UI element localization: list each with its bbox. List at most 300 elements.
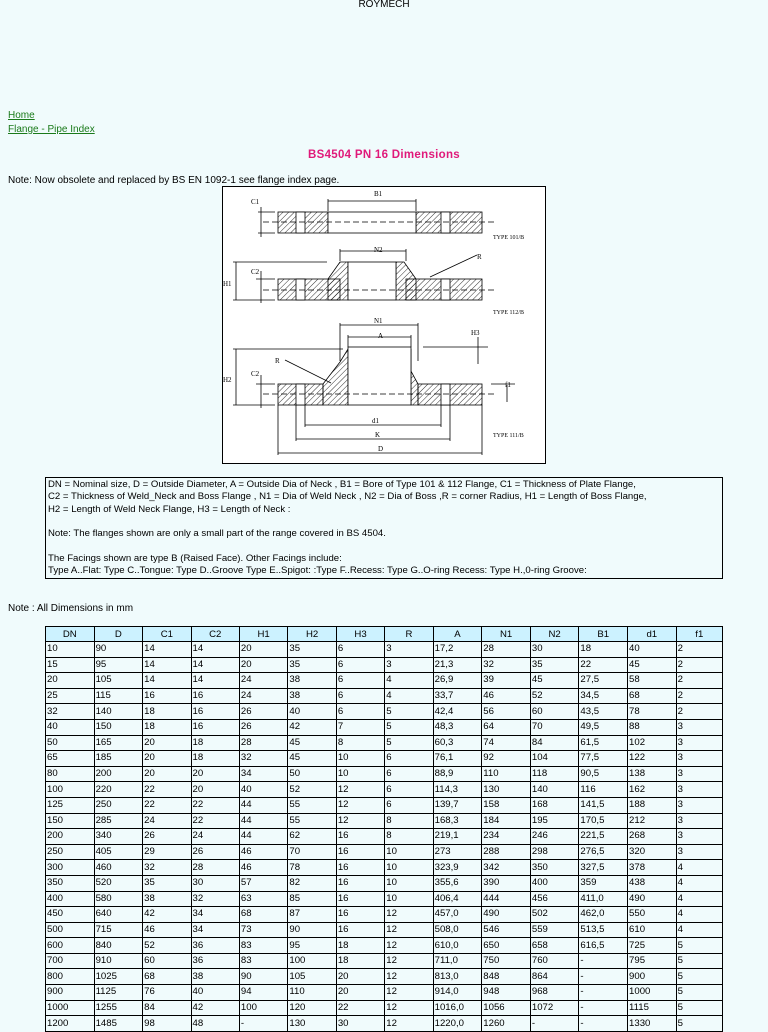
table-cell: 800 bbox=[46, 969, 95, 985]
home-link[interactable]: Home bbox=[8, 110, 35, 121]
table-cell: 12 bbox=[385, 953, 433, 969]
table-cell: 14 bbox=[143, 673, 191, 689]
table-cell: 450 bbox=[46, 907, 95, 923]
table-cell: 546 bbox=[482, 922, 531, 938]
table-cell: 188 bbox=[628, 797, 677, 813]
table-cell: 18 bbox=[191, 735, 239, 751]
table-cell: 116 bbox=[579, 782, 628, 798]
table-cell: 378 bbox=[628, 860, 677, 876]
table-cell: 1330 bbox=[628, 1016, 677, 1032]
column-header: DN bbox=[46, 627, 95, 642]
table-cell: 4 bbox=[385, 688, 433, 704]
table-cell: 840 bbox=[94, 938, 143, 954]
table-cell: 20 bbox=[46, 673, 95, 689]
table-cell: 22 bbox=[336, 1000, 384, 1016]
table-cell: 640 bbox=[94, 907, 143, 923]
table-cell: 1220,0 bbox=[433, 1016, 482, 1032]
label-h2: H2 bbox=[223, 376, 232, 384]
table-cell: 5 bbox=[676, 969, 722, 985]
table-cell: 18 bbox=[336, 953, 384, 969]
table-cell: 150 bbox=[46, 813, 95, 829]
table-row bbox=[46, 766, 723, 782]
flange-diagram bbox=[222, 186, 546, 464]
table-cell: 62 bbox=[288, 829, 336, 845]
column-header: H2 bbox=[288, 627, 336, 642]
table-cell: 141,5 bbox=[579, 797, 628, 813]
table-cell: 76 bbox=[143, 985, 191, 1001]
table-cell: 84 bbox=[143, 1000, 191, 1016]
table-cell: 350 bbox=[530, 860, 579, 876]
table-cell: 100 bbox=[288, 953, 336, 969]
table-cell: 110 bbox=[288, 985, 336, 1001]
table-cell: 40 bbox=[628, 642, 677, 658]
table-cell: 725 bbox=[628, 938, 677, 954]
table-cell: 22 bbox=[191, 813, 239, 829]
table-cell: 3 bbox=[676, 751, 722, 767]
table-cell: 78 bbox=[288, 860, 336, 876]
table-cell: 3 bbox=[676, 782, 722, 798]
table-cell: 4 bbox=[385, 673, 433, 689]
table-cell: 139,7 bbox=[433, 797, 482, 813]
table-cell: 56 bbox=[482, 704, 531, 720]
table-cell: 610 bbox=[628, 922, 677, 938]
table-cell: 46 bbox=[143, 922, 191, 938]
table-cell: 14 bbox=[143, 657, 191, 673]
table-cell: 50 bbox=[46, 735, 95, 751]
table-cell: 26 bbox=[143, 829, 191, 845]
table-row bbox=[46, 642, 723, 658]
table-cell: 12 bbox=[385, 969, 433, 985]
table-cell: 12 bbox=[385, 922, 433, 938]
table-cell: 52 bbox=[143, 938, 191, 954]
table-cell: 88,9 bbox=[433, 766, 482, 782]
table-cell: 68 bbox=[143, 969, 191, 985]
table-cell: 85 bbox=[288, 891, 336, 907]
table-cell: 60,3 bbox=[433, 735, 482, 751]
table-cell: 1255 bbox=[94, 1000, 143, 1016]
table-row bbox=[46, 813, 723, 829]
table-cell: 20 bbox=[239, 642, 287, 658]
legend-line-1: DN = Nominal size, D = Outside Diameter, A = Outside Dia of Neck , B1 = Bore of Type 101 & 112 Flange, C1 = Thickness of Plate Flange, bbox=[48, 479, 636, 490]
table-cell: 10 bbox=[385, 860, 433, 876]
table-cell: 500 bbox=[46, 922, 95, 938]
table-cell: 98 bbox=[143, 1016, 191, 1032]
table-cell: 70 bbox=[530, 719, 579, 735]
table-cell: 5 bbox=[676, 1016, 722, 1032]
table-cell: 140 bbox=[530, 782, 579, 798]
table-row bbox=[46, 704, 723, 720]
label-c2b: C2 bbox=[251, 370, 260, 378]
table-cell: 29 bbox=[143, 844, 191, 860]
table-cell: 6 bbox=[385, 766, 433, 782]
table-cell: 2 bbox=[676, 657, 722, 673]
table-cell: 1056 bbox=[482, 1000, 531, 1016]
table-cell: 6 bbox=[385, 782, 433, 798]
table-header-row bbox=[46, 627, 723, 642]
table-cell: 3 bbox=[676, 829, 722, 845]
table-cell: 14 bbox=[191, 642, 239, 658]
table-cell: 2 bbox=[676, 642, 722, 658]
table-cell: 170,5 bbox=[579, 813, 628, 829]
table-cell: 45 bbox=[288, 751, 336, 767]
table-row bbox=[46, 875, 723, 891]
table-cell: 184 bbox=[482, 813, 531, 829]
table-cell: 122 bbox=[628, 751, 677, 767]
table-cell: 6 bbox=[385, 751, 433, 767]
table-cell: 57 bbox=[239, 875, 287, 891]
table-cell: 94 bbox=[239, 985, 287, 1001]
table-cell: 715 bbox=[94, 922, 143, 938]
table-cell: 58 bbox=[628, 673, 677, 689]
table-row bbox=[46, 860, 723, 876]
table-cell: 18 bbox=[579, 642, 628, 658]
table-cell: 212 bbox=[628, 813, 677, 829]
table-cell: 10 bbox=[385, 891, 433, 907]
table-cell: 219,1 bbox=[433, 829, 482, 845]
type-112-label: TYPE 112/B bbox=[493, 310, 524, 316]
table-cell: 4 bbox=[676, 875, 722, 891]
table-row bbox=[46, 985, 723, 1001]
table-cell: 38 bbox=[288, 673, 336, 689]
table-cell: 650 bbox=[482, 938, 531, 954]
label-c1: C1 bbox=[251, 198, 260, 206]
table-cell: 22 bbox=[143, 797, 191, 813]
table-cell: 5 bbox=[385, 704, 433, 720]
table-cell: 246 bbox=[530, 829, 579, 845]
label-c2: C2 bbox=[251, 268, 260, 276]
table-cell: 100 bbox=[46, 782, 95, 798]
table-cell: 36 bbox=[191, 938, 239, 954]
table-cell: 30 bbox=[530, 642, 579, 658]
label-a: A bbox=[378, 332, 384, 340]
table-cell: 968 bbox=[530, 985, 579, 1001]
table-cell: 16 bbox=[336, 891, 384, 907]
table-cell: 200 bbox=[46, 829, 95, 845]
table-cell: 46 bbox=[239, 844, 287, 860]
column-header: N1 bbox=[482, 627, 531, 642]
table-cell: 60 bbox=[143, 953, 191, 969]
table-cell: 340 bbox=[94, 829, 143, 845]
table-cell: 948 bbox=[482, 985, 531, 1001]
table-cell: 610,0 bbox=[433, 938, 482, 954]
table-row bbox=[46, 953, 723, 969]
table-cell: 4 bbox=[676, 891, 722, 907]
table-cell: 195 bbox=[530, 813, 579, 829]
table-cell: 4 bbox=[676, 860, 722, 876]
table-cell: 35 bbox=[288, 642, 336, 658]
table-cell: 168,3 bbox=[433, 813, 482, 829]
table-cell: 600 bbox=[46, 938, 95, 954]
table-cell: 16 bbox=[336, 844, 384, 860]
table-cell: 46 bbox=[239, 860, 287, 876]
table-cell: 115 bbox=[94, 688, 143, 704]
table-cell: 16 bbox=[336, 829, 384, 845]
table-cell: 120 bbox=[288, 1000, 336, 1016]
table-cell: 390 bbox=[482, 875, 531, 891]
table-cell: 14 bbox=[191, 657, 239, 673]
label-r: R bbox=[477, 253, 482, 261]
table-cell: - bbox=[579, 953, 628, 969]
table-cell: 900 bbox=[46, 985, 95, 1001]
table-cell: 616,5 bbox=[579, 938, 628, 954]
table-cell: 48,3 bbox=[433, 719, 482, 735]
table-cell: 910 bbox=[94, 953, 143, 969]
table-cell: 26,9 bbox=[433, 673, 482, 689]
table-cell: 32 bbox=[482, 657, 531, 673]
label-n1: N1 bbox=[374, 317, 383, 325]
table-cell: 61,5 bbox=[579, 735, 628, 751]
table-cell: 30 bbox=[336, 1016, 384, 1032]
table-cell: 250 bbox=[94, 797, 143, 813]
table-cell: 10 bbox=[46, 642, 95, 658]
table-cell: 14 bbox=[191, 673, 239, 689]
table-cell: 82 bbox=[288, 875, 336, 891]
table-cell: 6 bbox=[336, 673, 384, 689]
table-cell: 3 bbox=[676, 844, 722, 860]
table-cell: 68 bbox=[239, 907, 287, 923]
table-cell: 84 bbox=[530, 735, 579, 751]
table-cell: 28 bbox=[239, 735, 287, 751]
table-cell: 2 bbox=[676, 688, 722, 704]
table-row bbox=[46, 797, 723, 813]
table-cell: 273 bbox=[433, 844, 482, 860]
table-cell: 52 bbox=[530, 688, 579, 704]
table-cell: 490 bbox=[482, 907, 531, 923]
table-cell: 18 bbox=[191, 751, 239, 767]
table-cell: 8 bbox=[336, 735, 384, 751]
table-cell: 20 bbox=[143, 735, 191, 751]
table-cell: 268 bbox=[628, 829, 677, 845]
table-cell: 406,4 bbox=[433, 891, 482, 907]
table-cell: 3 bbox=[385, 657, 433, 673]
label-d1: d1 bbox=[372, 417, 379, 425]
table-cell: 250 bbox=[46, 844, 95, 860]
table-cell: 20 bbox=[143, 766, 191, 782]
table-cell: 39 bbox=[482, 673, 531, 689]
table-cell: 42 bbox=[288, 719, 336, 735]
table-cell: 83 bbox=[239, 953, 287, 969]
table-cell: 864 bbox=[530, 969, 579, 985]
table-cell: 16 bbox=[336, 922, 384, 938]
table-cell: 185 bbox=[94, 751, 143, 767]
flange-index-link[interactable]: Flange - Pipe Index bbox=[8, 124, 95, 135]
table-cell: 350 bbox=[46, 875, 95, 891]
table-cell: 44 bbox=[239, 813, 287, 829]
table-cell: 14 bbox=[143, 642, 191, 658]
table-cell: 342 bbox=[482, 860, 531, 876]
table-cell: 34 bbox=[239, 766, 287, 782]
table-body bbox=[46, 642, 723, 1032]
table-cell: 20 bbox=[191, 782, 239, 798]
table-cell: 12 bbox=[336, 813, 384, 829]
table-cell: 42 bbox=[191, 1000, 239, 1016]
table-cell: 118 bbox=[530, 766, 579, 782]
table-cell: 12 bbox=[385, 1000, 433, 1016]
table-row bbox=[46, 1000, 723, 1016]
table-cell: 105 bbox=[94, 673, 143, 689]
table-cell: 162 bbox=[628, 782, 677, 798]
table-cell: 22 bbox=[579, 657, 628, 673]
table-cell: 130 bbox=[482, 782, 531, 798]
type-101-label: TYPE 101/B bbox=[493, 235, 525, 241]
table-cell: 1125 bbox=[94, 985, 143, 1001]
table-cell: 40 bbox=[46, 719, 95, 735]
table-cell: 95 bbox=[94, 657, 143, 673]
table-cell: 490 bbox=[628, 891, 677, 907]
table-cell: 6 bbox=[336, 704, 384, 720]
table-cell: 795 bbox=[628, 953, 677, 969]
table-cell: 38 bbox=[143, 891, 191, 907]
table-cell: 12 bbox=[385, 938, 433, 954]
table-cell: 22 bbox=[191, 797, 239, 813]
label-d: D bbox=[378, 445, 384, 453]
table-cell: 900 bbox=[628, 969, 677, 985]
table-cell: - bbox=[579, 1016, 628, 1032]
table-cell: 35 bbox=[143, 875, 191, 891]
table-cell: 5 bbox=[676, 953, 722, 969]
table-cell: 45 bbox=[530, 673, 579, 689]
table-cell: 750 bbox=[482, 953, 531, 969]
table-cell: 10 bbox=[336, 751, 384, 767]
table-cell: 16 bbox=[191, 704, 239, 720]
table-cell: 114,3 bbox=[433, 782, 482, 798]
table-cell: 5 bbox=[676, 1000, 722, 1016]
table-cell: 130 bbox=[288, 1016, 336, 1032]
table-row bbox=[46, 751, 723, 767]
table-cell: 355,6 bbox=[433, 875, 482, 891]
table-cell: 5 bbox=[385, 735, 433, 751]
table-cell: 88 bbox=[628, 719, 677, 735]
table-cell: 658 bbox=[530, 938, 579, 954]
table-cell: 40 bbox=[239, 782, 287, 798]
table-cell: 138 bbox=[628, 766, 677, 782]
table-cell: 83 bbox=[239, 938, 287, 954]
table-cell: 460 bbox=[94, 860, 143, 876]
table-cell: 3 bbox=[676, 735, 722, 751]
table-cell: 44 bbox=[239, 797, 287, 813]
table-cell: 68 bbox=[628, 688, 677, 704]
table-cell: 1260 bbox=[482, 1016, 531, 1032]
dimensions-table bbox=[45, 626, 723, 1032]
table-cell: 90 bbox=[94, 642, 143, 658]
column-header: f1 bbox=[676, 627, 722, 642]
table-row bbox=[46, 907, 723, 923]
table-cell: 90,5 bbox=[579, 766, 628, 782]
table-cell: 158 bbox=[482, 797, 531, 813]
table-cell: 34 bbox=[191, 922, 239, 938]
table-cell: 502 bbox=[530, 907, 579, 923]
table-cell: 150 bbox=[94, 719, 143, 735]
table-cell: 4 bbox=[676, 922, 722, 938]
column-header: A bbox=[433, 627, 482, 642]
table-cell: 3 bbox=[676, 813, 722, 829]
table-cell: 20 bbox=[143, 751, 191, 767]
table-cell: 5 bbox=[676, 938, 722, 954]
table-cell: 16 bbox=[336, 875, 384, 891]
table-cell: 513,5 bbox=[579, 922, 628, 938]
table-cell: 36 bbox=[191, 953, 239, 969]
table-cell: 200 bbox=[94, 766, 143, 782]
table-cell: 20 bbox=[239, 657, 287, 673]
table-cell: 1000 bbox=[628, 985, 677, 1001]
table-row bbox=[46, 938, 723, 954]
table-cell: - bbox=[579, 985, 628, 1001]
table-row bbox=[46, 922, 723, 938]
table-cell: 3 bbox=[676, 719, 722, 735]
table-cell: 30 bbox=[191, 875, 239, 891]
table-cell: 285 bbox=[94, 813, 143, 829]
table-cell: 55 bbox=[288, 813, 336, 829]
table-cell: 28 bbox=[191, 860, 239, 876]
page-title: BS4504 PN 16 Dimensions bbox=[308, 149, 460, 161]
table-cell: 110 bbox=[482, 766, 531, 782]
table-cell: 28 bbox=[482, 642, 531, 658]
table-cell: 405 bbox=[94, 844, 143, 860]
legend-note: Note: The flanges shown are only a small part of the range covered in BS 4504. bbox=[48, 528, 386, 540]
table-row bbox=[46, 829, 723, 845]
table-cell: 276,5 bbox=[579, 844, 628, 860]
table-cell: 87 bbox=[288, 907, 336, 923]
table-cell: 1485 bbox=[94, 1016, 143, 1032]
table-cell: 64 bbox=[482, 719, 531, 735]
table-cell: 6 bbox=[336, 688, 384, 704]
table-cell: 20 bbox=[191, 766, 239, 782]
table-row bbox=[46, 657, 723, 673]
table-cell: 760 bbox=[530, 953, 579, 969]
table-cell: 444 bbox=[482, 891, 531, 907]
table-row bbox=[46, 673, 723, 689]
label-k: K bbox=[375, 431, 381, 439]
table-cell: 1072 bbox=[530, 1000, 579, 1016]
table-cell: 848 bbox=[482, 969, 531, 985]
table-cell: 457,0 bbox=[433, 907, 482, 923]
legend-box bbox=[45, 477, 723, 579]
label-r2: R bbox=[275, 357, 280, 365]
table-cell: 5 bbox=[385, 719, 433, 735]
table-cell: 298 bbox=[530, 844, 579, 860]
table-cell: 462,0 bbox=[579, 907, 628, 923]
table-cell: 77,5 bbox=[579, 751, 628, 767]
table-cell: 165 bbox=[94, 735, 143, 751]
legend-line-2: C2 = Thickness of Weld_Neck and Boss Flange , N1 = Dia of Weld Neck , N2 = Dia of Boss ,R = corner Radius, H1 = Length of Boss Flange, bbox=[48, 491, 647, 503]
column-header: C2 bbox=[191, 627, 239, 642]
obsolete-note: Note: Now obsolete and replaced by BS EN 1092-1 see flange index page. bbox=[8, 175, 340, 186]
table-cell: 50 bbox=[288, 766, 336, 782]
column-header: C1 bbox=[143, 627, 191, 642]
column-header: H1 bbox=[239, 627, 287, 642]
table-cell: 12 bbox=[336, 797, 384, 813]
table-row bbox=[46, 688, 723, 704]
table-cell: 1000 bbox=[46, 1000, 95, 1016]
table-cell: 105 bbox=[288, 969, 336, 985]
table-cell: 49,5 bbox=[579, 719, 628, 735]
facings-list: Type A..Flat: Type C..Tongue: Type D..Groove Type E..Spigot: :Type F..Recess: Type G..O-ring Recess: Type H.,0-ring Groove: bbox=[48, 565, 587, 577]
table-cell: 3 bbox=[385, 642, 433, 658]
table-cell: 104 bbox=[530, 751, 579, 767]
table-cell: 1115 bbox=[628, 1000, 677, 1016]
table-cell: 288 bbox=[482, 844, 531, 860]
table-cell: 411,0 bbox=[579, 891, 628, 907]
table-cell: - bbox=[579, 969, 628, 985]
table-cell: 1025 bbox=[94, 969, 143, 985]
table-cell: 52 bbox=[288, 782, 336, 798]
type-111-label: TYPE 111/B bbox=[493, 433, 524, 439]
table-cell: 42 bbox=[143, 907, 191, 923]
table-cell: 55 bbox=[288, 797, 336, 813]
table-cell: 60 bbox=[530, 704, 579, 720]
table-cell: 711,0 bbox=[433, 953, 482, 969]
table-row bbox=[46, 844, 723, 860]
